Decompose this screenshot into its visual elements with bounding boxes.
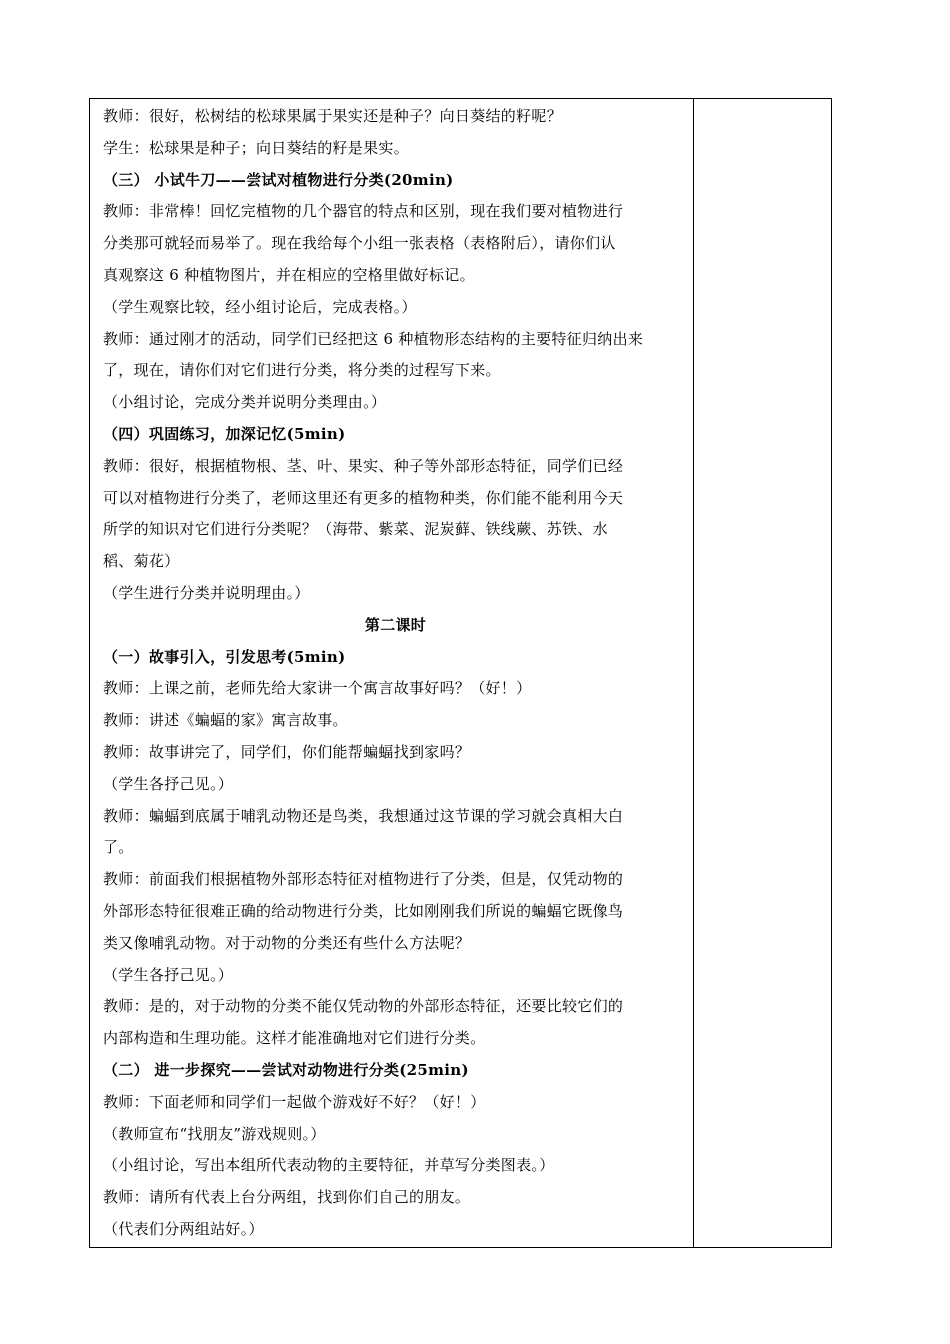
text-line: 类又像哺乳动物。对于动物的分类还有些什么方法呢？	[103, 933, 471, 952]
text-line: 内部构造和生理功能。这样才能准确地对它们进行分类。	[103, 1029, 486, 1048]
text-line: （小组讨论，写出本组所代表动物的主要特征，并草写分类图表。）	[103, 1156, 555, 1175]
text-line: 了。	[103, 838, 134, 857]
text-line: 教师：前面我们根据植物外部形态特征对植物进行了分类，但是，仅凭动物的	[103, 870, 624, 889]
text-line: 稻、菊花）	[103, 552, 180, 571]
text-line: 教师：讲述《蝙蝠的家》寓言故事。	[103, 711, 348, 730]
text-line: 教师：很好，根据植物根、茎、叶、果实、种子等外部形态特征，同学们已经	[103, 456, 624, 475]
lesson-content	[103, 101, 688, 1246]
text-line: （学生各抒己见。）	[103, 774, 234, 793]
text-line: 教师：请所有代表上台分两组，找到你们自己的朋友。	[103, 1188, 471, 1207]
text-line: 所学的知识对它们进行分类呢？（海带、紫菜、泥炭藓、铁线蕨、苏铁、水	[103, 520, 608, 539]
section-heading: （一）故事引入，引发思考(5min)	[103, 647, 346, 666]
text-line: 教师：通过刚才的活动，同学们已经把这 6 种植物形态结构的主要特征归纳出来	[103, 329, 644, 348]
text-line: 外部形态特征很难正确的给动物进行分类，比如刚刚我们所说的蝙蝠它既像鸟	[103, 901, 624, 920]
text-line: （教师宣布“找朋友”游戏规则。）	[103, 1124, 326, 1143]
text-line: 分类那可就轻而易举了。现在我给每个小组一张表格（表格附后），请你们认	[103, 234, 616, 253]
text-line: （学生各抒己见。）	[103, 965, 234, 984]
text-line: 教师：蝙蝠到底属于哺乳动物还是鸟类，我想通过这节课的学习就会真相大白	[103, 806, 624, 825]
section-title: 第二课时	[364, 615, 427, 634]
table-column-divider	[693, 98, 694, 1248]
text-line: 教师：故事讲完了，同学们，你们能帮蝙蝠找到家吗？	[103, 742, 471, 761]
text-line: 教师：非常棒！回忆完植物的几个器官的特点和区别，现在我们要对植物进行	[103, 202, 624, 221]
text-line: 可以对植物进行分类了，老师这里还有更多的植物种类，你们能不能利用今天	[103, 488, 624, 507]
section-heading: （四）巩固练习，加深记忆(5min)	[103, 424, 346, 443]
text-line: （代表们分两组站好。）	[103, 1219, 264, 1238]
text-line: 了，现在，请你们对它们进行分类，将分类的过程写下来。	[103, 361, 501, 380]
text-line: 教师：下面老师和同学们一起做个游戏好不好？（好！）	[103, 1092, 486, 1111]
text-line: 教师：很好，松树结的松球果属于果实还是种子？向日葵结的籽呢？	[103, 107, 563, 125]
text-line: （小组讨论，完成分类并说明分类理由。）	[103, 393, 387, 412]
text-line: 教师：是的，对于动物的分类不能仅凭动物的外部形态特征，还要比较它们的	[103, 997, 624, 1016]
text-line: （学生进行分类并说明理由。）	[103, 583, 310, 602]
text-line: 教师：上课之前，老师先给大家讲一个寓言故事好吗？（好！）	[103, 679, 532, 698]
text-line: 学生：松球果是种子；向日葵结的籽是果实。	[103, 138, 410, 157]
text-line: 真观察这 6 种植物图片，并在相应的空格里做好标记。	[103, 265, 475, 284]
section-heading: （三） 小试牛刀——尝试对植物进行分类(20min)	[103, 170, 454, 189]
text-line: （学生观察比较，经小组讨论后，完成表格。）	[103, 297, 417, 316]
section-heading: （二） 进一步探究——尝试对动物进行分类(25min)	[103, 1060, 469, 1079]
